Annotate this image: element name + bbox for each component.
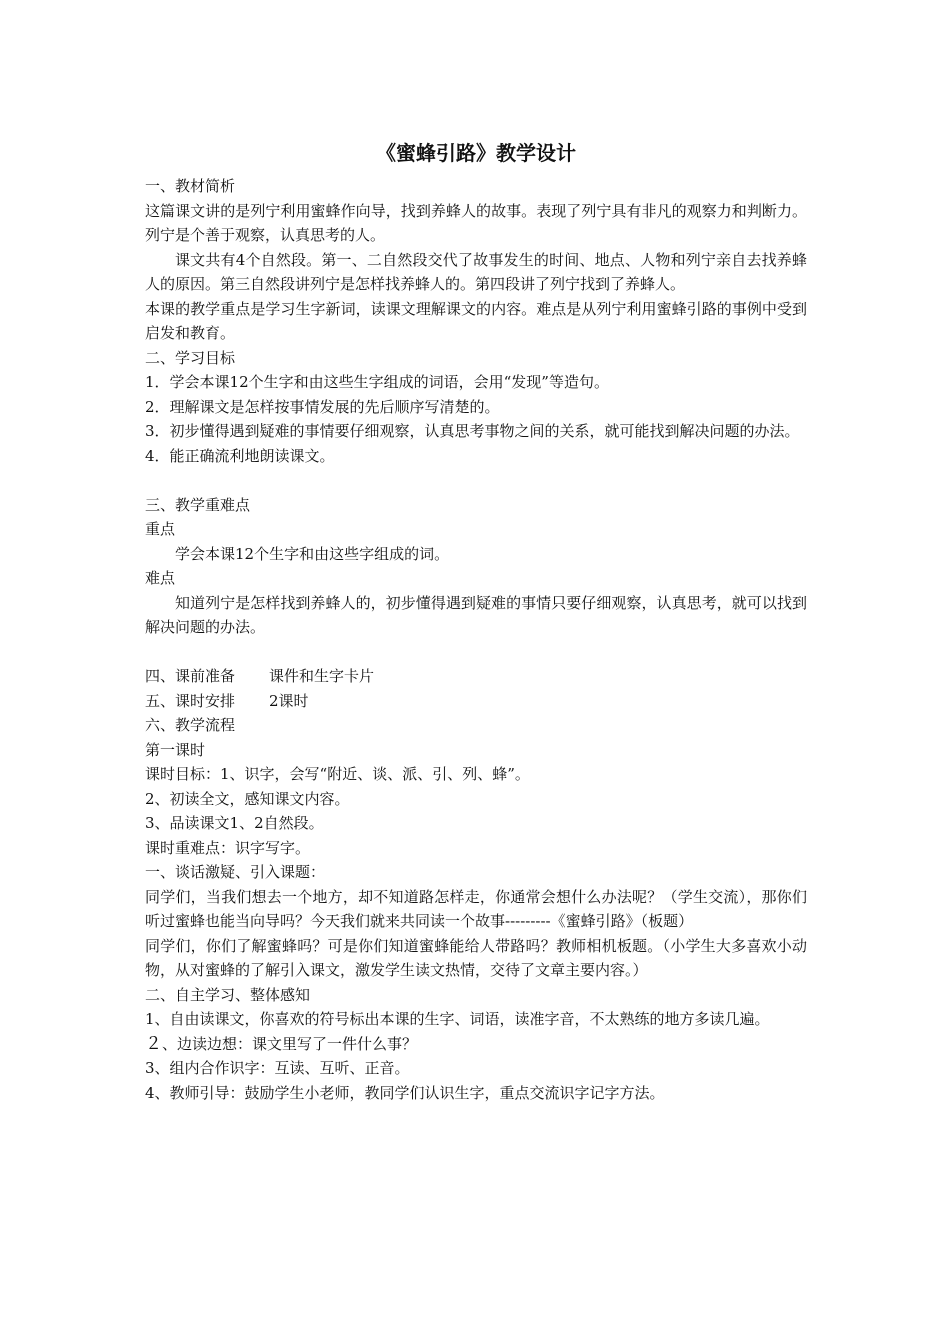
lesson-key-line: 课时重难点：识字写字。 — [145, 838, 311, 857]
step-one-heading: 一、谈话激疑、引入课题： — [145, 863, 326, 881]
blank-line — [145, 640, 807, 665]
goal-item-2: 2．理解课文是怎样按事情发展的先后顺序写清楚的。 — [145, 397, 500, 416]
schedule-value: 2课时 — [269, 691, 309, 710]
section-heading-key-points: 三、教学重难点 — [145, 495, 251, 514]
step-two-item-2 — [145, 1032, 807, 1057]
schedule-label: 五、课时安排 — [145, 691, 236, 710]
section-heading-textbook-analysis: 一、教材简析 — [145, 177, 236, 195]
lesson-goal-3: 3、品读课文1、2自然段。 — [145, 814, 324, 832]
preparation-label: 四、课前准备 — [145, 667, 236, 685]
step-two-item-2-text: 、边读边想：课文里写了一件什么事？ — [162, 1034, 418, 1053]
key-point-text: 学会本课12个生字和由这些字组成的词。 — [175, 544, 450, 563]
lesson-goal-line: 课时目标：1、识字，会写“附近、谈、派、引、列、蜂”。 — [145, 765, 530, 783]
paragraph-focus: 本课的教学重点是学习生字新词，读课文理解课文的内容。难点是从列宁利用蜜蜂引路的事例中受到启发和教育。 — [145, 299, 807, 342]
step-two-item-4: 4、教师引导：鼓励学生小老师，教同学们认识生字，重点交流识字记字方法。 — [145, 1083, 665, 1102]
preparation-value: 课件和生字卡片 — [269, 667, 375, 685]
schedule-line — [145, 689, 807, 714]
key-point-label: 重点 — [145, 520, 176, 538]
goal-item-3: 3．初步懂得遇到疑难的事情要仔细观察，认真思考事物之间的关系，就可能找到解决问题的办法。 — [145, 422, 800, 440]
step-two-heading: 二、自主学习、整体感知 — [145, 985, 311, 1004]
step-two-item-2-number: ２ — [145, 1033, 162, 1054]
blank-line — [145, 468, 807, 493]
goal-item-1: 1．学会本课12个生字和由这些生字组成的词语，会用“发现”等造句。 — [145, 373, 609, 391]
paragraph-structure: 课文共有4个自然段。第一、二自然段交代了故事发生的时间、地点、人物和列宁亲自去找养蜂人的原因。第三自然段讲列宁是怎样找养蜂人的。第四段讲了列宁找到了养蜂人。 — [145, 250, 807, 293]
difficulty-text: 知道列宁是怎样找到养蜂人的，初步懂得遇到疑难的事情只要仔细观察，认真思考，就可以找到解决问题的办法。 — [145, 593, 807, 636]
step-one-paragraph-2: 同学们，你们了解蜜蜂吗？可是你们知道蜜蜂能给人带路吗？教师相机板题。（小学生大多喜欢小动物，从对蜜蜂的了解引入课文，激发学生读文热情，交待了文章主要内容。） — [145, 936, 807, 979]
goal-item-4: 4．能正确流利地朗读课文。 — [145, 446, 335, 465]
preparation-line — [145, 664, 807, 689]
lesson-one-label: 第一课时 — [145, 740, 206, 759]
difficulty-label: 难点 — [145, 569, 176, 587]
document-page — [145, 138, 807, 1105]
section-heading-learning-goals: 二、学习目标 — [145, 348, 236, 367]
paragraph-story-summary: 这篇课文讲的是列宁利用蜜蜂作向导，找到养蜂人的故事。表现了列宁具有非凡的观察力和判断力。列宁是个善于观察，认真思考的人。 — [145, 201, 807, 244]
step-one-paragraph-1: 同学们，当我们想去一个地方，却不知道路怎样走，你通常会想什么办法呢？（学生交流），那你们听过蜜蜂也能当向导吗？今天我们就来共同读一个故事---------《蜜蜂引路》（板题） — [145, 887, 807, 930]
document-title: 《蜜蜂引路》教学设计 — [376, 141, 576, 165]
lesson-goal-2: 2、初读全文，感知课文内容。 — [145, 789, 350, 808]
section-heading-teaching-process: 六、教学流程 — [145, 716, 236, 734]
step-two-item-1: 1、自由读课文，你喜欢的符号标出本课的生字、词语，读准字音，不太熟练的地方多读几遍。 — [145, 1010, 770, 1028]
step-two-item-3: 3、组内合作识字：互读、互听、正音。 — [145, 1059, 410, 1077]
